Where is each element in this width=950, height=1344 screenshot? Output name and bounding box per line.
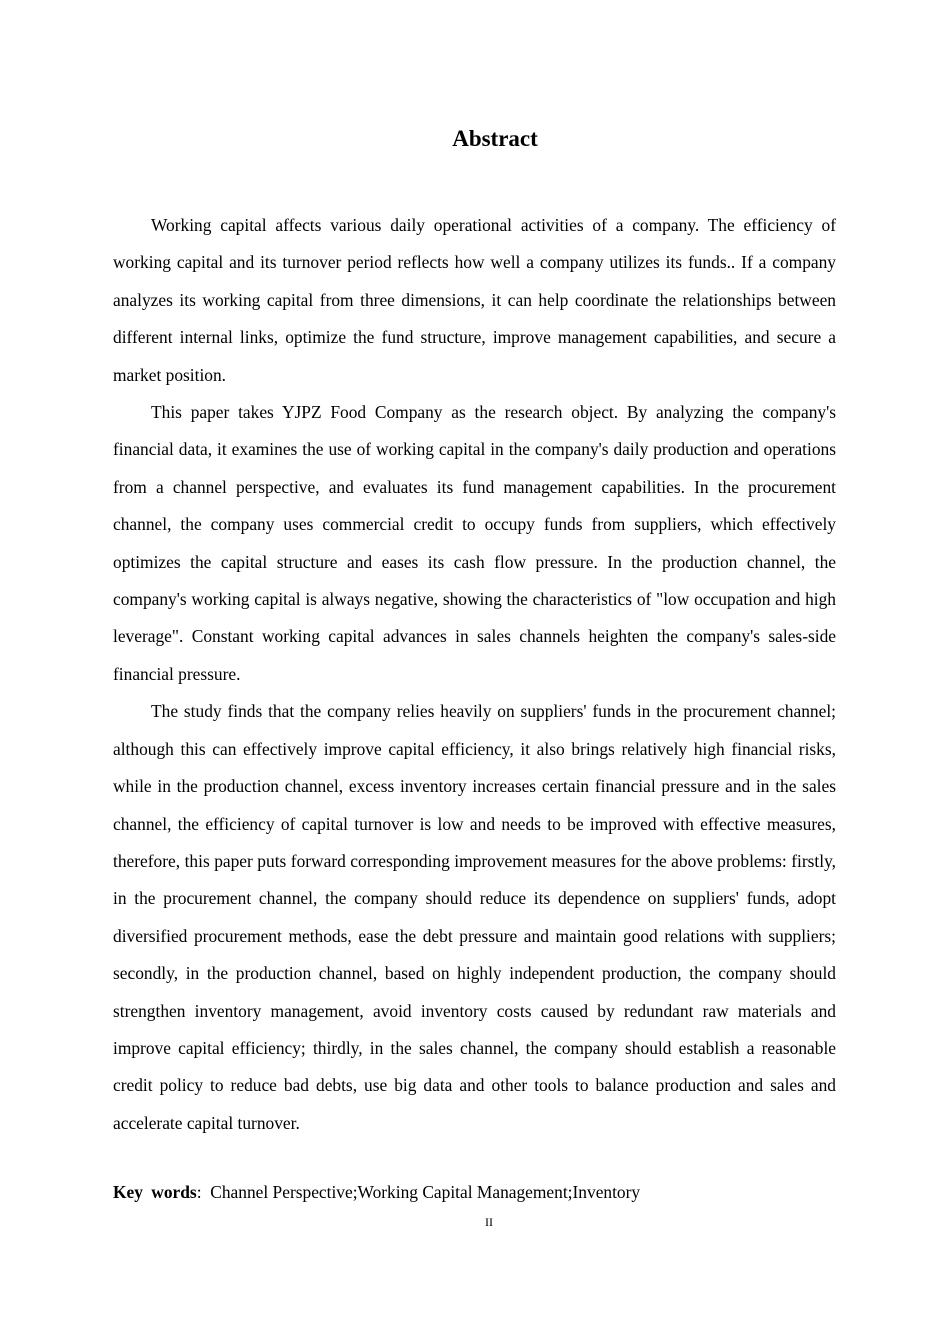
abstract-body (113, 207, 836, 1142)
keywords-line (113, 1177, 836, 1207)
keywords-separator: : (196, 1182, 202, 1202)
abstract-paragraph-2: This paper takes YJPZ Food Company as the research object. By analyzing the company's financial data, it examines the use of working capital in the company's daily production and operations from a channel perspective, and evaluates its fund management capabilities. In the procurement channel, the company uses commercial credit to occupy funds from suppliers, which effectively optimizes the capital structure and eases its cash flow pressure. In the production channel, the company's working capital is always negative, showing the characteristics of "low occupation and high leverage". Constant working capital advances in sales channels heighten the company's sales-side financial pressure. (113, 402, 836, 684)
abstract-paragraph-1: Working capital affects various daily operational activities of a company. The efficiency of working capital and its turnover period reflects how well a company utilizes its funds.. If a company analyzes its working capital from three dimensions, it can help coordinate the relationships between different internal links, optimize the fund structure, improve management capabilities, and secure a market position. (113, 215, 836, 385)
abstract-title: Abstract (452, 126, 538, 151)
keywords-label: Key words (113, 1182, 197, 1202)
abstract-paragraph-3: The study finds that the company relies heavily on suppliers' funds in the procurement channel; although this can effectively improve capital efficiency, it also brings relatively high financial risks, while in the production channel, excess inventory increases certain financial pressure and in the sales channel, the efficiency of capital turnover is low and needs to be improved with effective measures, therefore, this paper puts forward corresponding improvement measures for the above problems: firstly, in the procurement channel, the company should reduce its dependence on suppliers' funds, adopt diversified procurement methods, ease the debt pressure and maintain good relations with suppliers; secondly, in the production channel, based on highly independent production, the company should strengthen inventory management, avoid inventory costs caused by redundant raw materials and improve capital efficiency; thirdly, in the sales channel, the company should establish a reasonable credit policy to reduce bad debts, use big data and other tools to balance production and sales and accelerate capital turnover. (113, 701, 836, 1133)
page-number: II (485, 1215, 493, 1229)
keywords-value: Channel Perspective;Working Capital Management;Inventory (210, 1182, 641, 1202)
